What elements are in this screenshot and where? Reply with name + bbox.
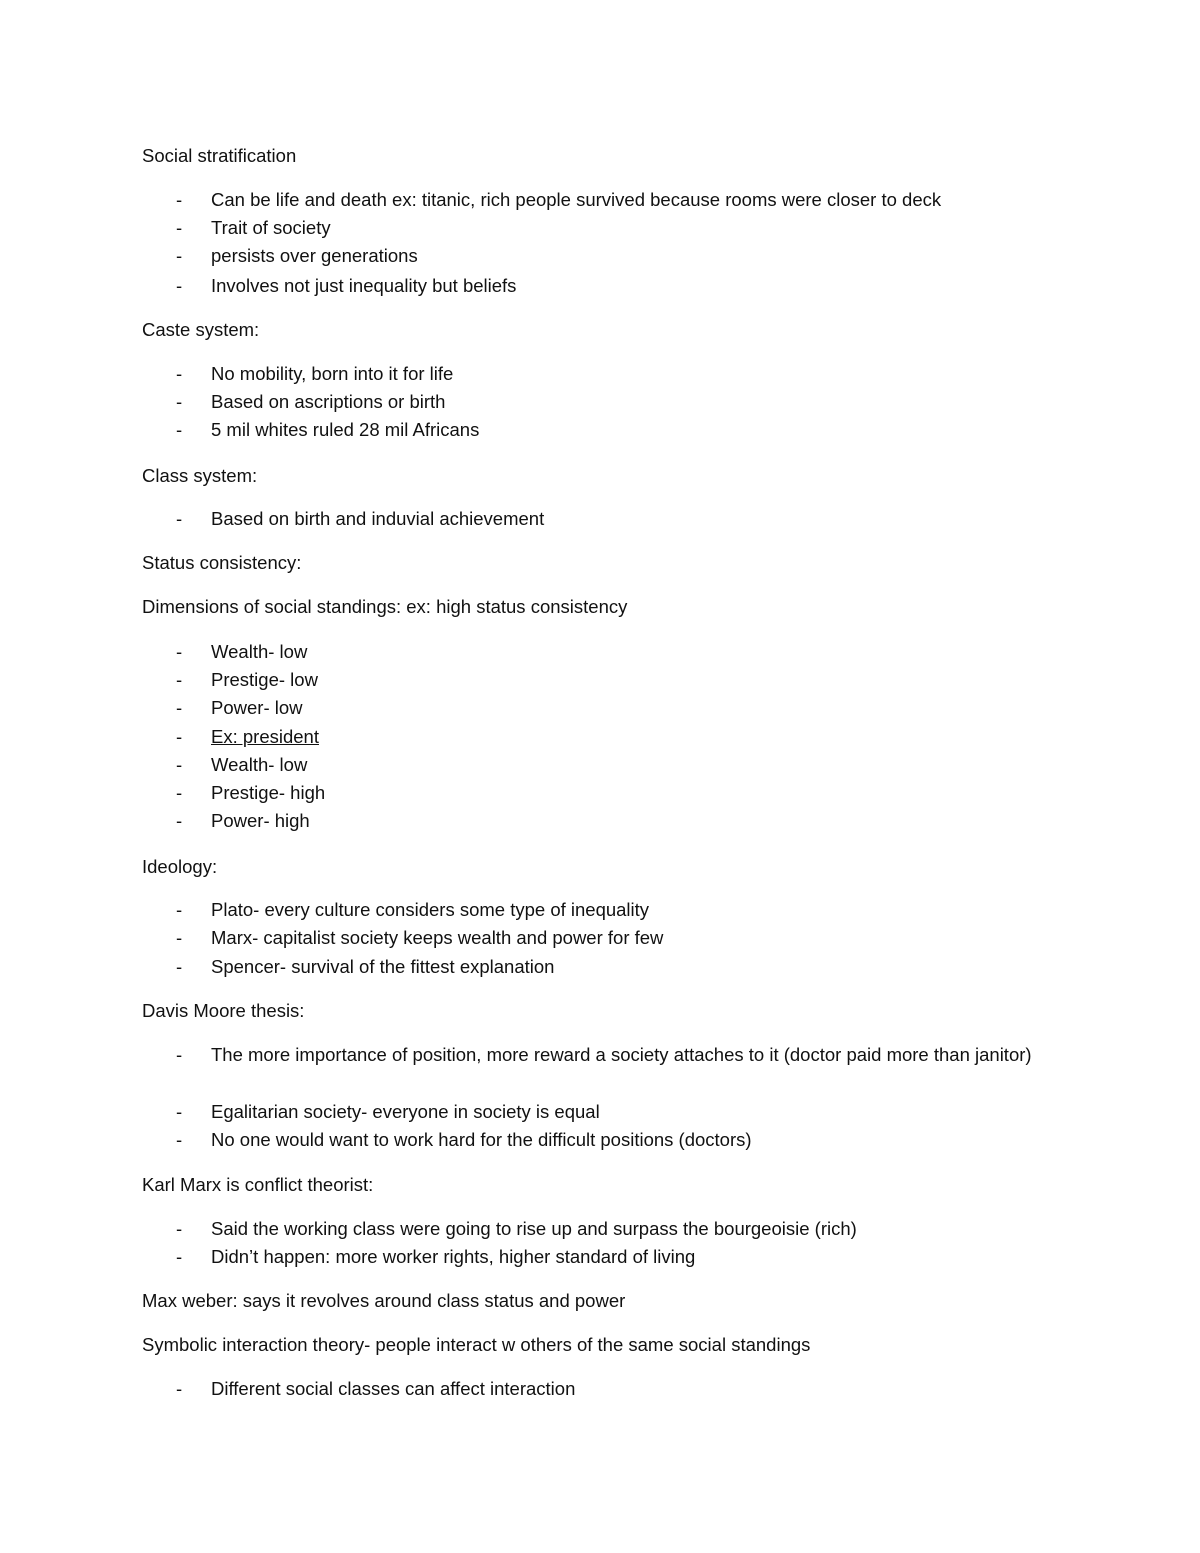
heading-karl-marx: Karl Marx is conflict theorist: bbox=[142, 1174, 374, 1195]
list-item: Didn’t happen: more worker rights, higher standard of living bbox=[211, 1246, 696, 1267]
bullet-marker: - bbox=[176, 956, 183, 977]
list-item: Prestige- high bbox=[211, 782, 326, 803]
bullet-marker: - bbox=[176, 927, 183, 948]
bullet-marker: - bbox=[176, 419, 183, 440]
list-item: Involves not just inequality but beliefs bbox=[211, 275, 517, 296]
heading-dimensions-of-social-standings: Dimensions of social standings: ex: high status consistency bbox=[142, 596, 628, 617]
bullet-marker: - bbox=[176, 641, 183, 662]
list-item: No mobility, born into it for life bbox=[211, 363, 454, 384]
heading-class-system: Class system: bbox=[142, 465, 258, 486]
heading-caste-system: Caste system: bbox=[142, 319, 260, 340]
bullet-marker: - bbox=[176, 726, 183, 747]
list-item: Power- low bbox=[211, 697, 303, 718]
heading-davis-moore-thesis: Davis Moore thesis: bbox=[142, 1000, 305, 1021]
bullet-marker: - bbox=[176, 669, 183, 690]
heading-max-weber: Max weber: says it revolves around class status and power bbox=[142, 1290, 626, 1311]
list-item: Different social classes can affect interaction bbox=[211, 1378, 576, 1399]
bullet-marker: - bbox=[176, 508, 183, 529]
list-item: Prestige- low bbox=[211, 669, 318, 690]
bullet-marker: - bbox=[176, 1246, 183, 1267]
list-item: The more importance of position, more reward a society attaches to it (doctor paid more than janitor) bbox=[211, 1044, 1032, 1065]
list-item: Said the working class were going to rise up and surpass the bourgeoisie (rich) bbox=[211, 1218, 857, 1239]
list-item: Spencer- survival of the fittest explanation bbox=[211, 956, 555, 977]
bullet-marker: - bbox=[176, 1101, 183, 1122]
list-item: Wealth- low bbox=[211, 641, 308, 662]
heading-status-consistency: Status consistency: bbox=[142, 552, 302, 573]
list-item: Marx- capitalist society keeps wealth and power for few bbox=[211, 927, 664, 948]
heading-ideology: Ideology: bbox=[142, 856, 218, 877]
heading-symbolic-interaction-theory: Symbolic interaction theory- people interact w others of the same social standings bbox=[142, 1334, 811, 1355]
bullet-marker: - bbox=[176, 1378, 183, 1399]
heading-social-stratification: Social stratification bbox=[142, 145, 297, 166]
list-item: Can be life and death ex: titanic, rich people survived because rooms were closer to deck bbox=[211, 189, 942, 210]
bullet-marker: - bbox=[176, 275, 183, 296]
bullet-marker: - bbox=[176, 697, 183, 718]
bullet-marker: - bbox=[176, 1044, 183, 1065]
bullet-marker: - bbox=[176, 899, 183, 920]
list-item: Power- high bbox=[211, 810, 310, 831]
bullet-marker: - bbox=[176, 810, 183, 831]
bullet-marker: - bbox=[176, 782, 183, 803]
bullet-marker: - bbox=[176, 189, 183, 210]
list-item: Based on birth and induvial achievement bbox=[211, 508, 545, 529]
bullet-marker: - bbox=[176, 1129, 183, 1150]
bullet-marker: - bbox=[176, 245, 183, 266]
list-item: Egalitarian society- everyone in society is equal bbox=[211, 1101, 600, 1122]
bullet-marker: - bbox=[176, 1218, 183, 1239]
bullet-marker: - bbox=[176, 217, 183, 238]
bullet-marker: - bbox=[176, 363, 183, 384]
bullet-marker: - bbox=[176, 391, 183, 412]
list-item: No one would want to work hard for the difficult positions (doctors) bbox=[211, 1129, 752, 1150]
list-item: 5 mil whites ruled 28 mil Africans bbox=[211, 419, 480, 440]
list-item: Based on ascriptions or birth bbox=[211, 391, 446, 412]
bullet-marker: - bbox=[176, 754, 183, 775]
list-item-underlined: Ex: president bbox=[211, 726, 319, 747]
list-item: persists over generations bbox=[211, 245, 418, 266]
list-item: Wealth- low bbox=[211, 754, 308, 775]
list-item: Plato- every culture considers some type of inequality bbox=[211, 899, 650, 920]
list-item: Trait of society bbox=[211, 217, 331, 238]
